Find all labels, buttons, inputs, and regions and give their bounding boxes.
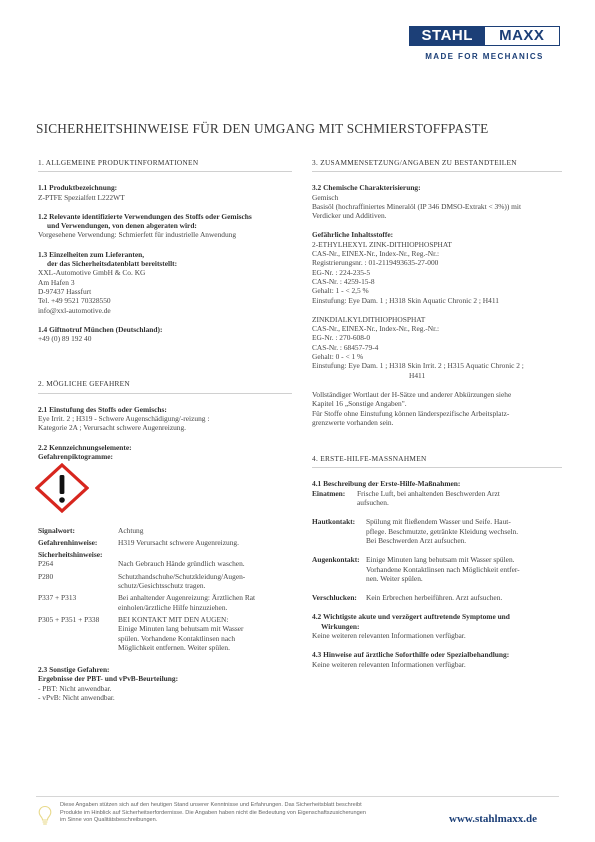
hazardous-ingredients-heading: Gefährliche Inhaltsstoffe: bbox=[312, 230, 394, 240]
footer-line: Diese Angaben stützen sich auf den heutigen Stand unserer Kenntnisse und Erfahrungen. Das Sicherheitsblatt beschreibt bbox=[60, 802, 362, 808]
first-aid-label: Augenkontakt: bbox=[312, 555, 360, 565]
right-column bbox=[312, 158, 562, 679]
pbt-heading: Ergebnisse der PBT- und vPvB-Beurteilung: bbox=[38, 674, 179, 684]
footer-line: Produkte im Hinblick auf Sicherheitserfordernisse. Die Angaben haben nicht die Bedeutung von Eigenschaftszusicherungen bbox=[60, 809, 366, 816]
logo-tagline: MADE FOR MECHANICS bbox=[425, 52, 544, 61]
first-aid-line: Bei Beschwerden Arzt aufsuchen. bbox=[366, 535, 467, 545]
section-1-1 bbox=[38, 183, 292, 202]
supplier-line: Am Hafen 3 bbox=[38, 277, 75, 287]
note-line: Für Stoffe ohne Einstufung können länderspezifische Arbeitsplatz- bbox=[312, 408, 510, 418]
first-aid-row bbox=[312, 489, 562, 508]
precaution-text bbox=[118, 559, 292, 568]
signal-word-row bbox=[38, 526, 292, 535]
section-4-2-heading: 4.2 Wichtigste akute und verzögert auftretende Symptome und bbox=[312, 612, 510, 622]
logo-wordmark bbox=[409, 26, 560, 46]
hazard-statement-row bbox=[38, 538, 292, 547]
first-aid-text bbox=[366, 517, 562, 545]
precaution-line: Bei anhaltender Augenreizung: Ärztlichen Rat bbox=[118, 593, 256, 603]
section-1-2 bbox=[38, 212, 292, 240]
precaution-code: P305 + P351 + P338 bbox=[38, 614, 100, 624]
ingredient-line: 2-ETHYLHEXYL ZINK-DITHIOPHOSPHAT bbox=[312, 239, 452, 249]
website-link[interactable]: www.stahlmaxx.de bbox=[449, 813, 538, 825]
section-4-title: 4. ERSTE-HILFE-MASSNAHMEN bbox=[312, 454, 562, 468]
supplier-email: info@xxl-automotive.de bbox=[38, 305, 111, 315]
first-aid-line: Spülung mit fließendem Wasser und Seife. Haut- bbox=[366, 517, 511, 527]
first-aid-line: Kein Erbrechen herbeiführen. Arzt aufsuchen. bbox=[366, 593, 503, 603]
left-column bbox=[38, 158, 292, 702]
section-1-4-heading: 1.4 Giftnotruf München (Deutschland): bbox=[38, 324, 163, 334]
hazard-statement-value: H319 Verursacht schwere Augenreizung. bbox=[118, 537, 239, 547]
first-aid-line: Vorhandene Kontaktlinsen nach Möglichkeit entfer- bbox=[366, 564, 520, 574]
precaution-row bbox=[38, 615, 292, 652]
pbt-line: - PBT: Nicht anwendbar. bbox=[38, 683, 112, 693]
first-aid-label: Hautkontakt: bbox=[312, 517, 356, 527]
section-1-3-heading: 1.3 Einzelheiten zum Lieferanten, bbox=[38, 249, 145, 259]
first-aid-line: Frische Luft, bei anhaltenden Beschwerden Arzt bbox=[357, 488, 500, 498]
hazard-statement-label: Gefahrenhinweise: bbox=[38, 537, 98, 547]
composition-line: Basisöl (hochraffiniertes Mineralöl (IP 346 DMSO-Extrakt < 3%)) mit bbox=[312, 201, 522, 211]
vpvb-line: - vPvB: Nicht anwendbar. bbox=[38, 692, 115, 702]
precaution-line: Einige Minuten lang behutsam mit Wasser bbox=[118, 624, 244, 634]
ingredient-line: CAS-Nr., EINEX-Nr., Index-Nr., Reg.-Nr.: bbox=[312, 324, 440, 334]
document-title: SICHERHEITSHINWEISE FÜR DEN UMGANG MIT SCHMIERSTOFFPASTE bbox=[36, 121, 489, 136]
ingredient-line: CAS-Nr. : 4259-15-8 bbox=[312, 276, 375, 286]
supplier-line: XXL-Automotive GmbH & Co. KG bbox=[38, 268, 146, 278]
section-3-2-heading: 3.2 Chemische Charakterisierung: bbox=[312, 183, 421, 193]
section-4-3 bbox=[312, 650, 562, 669]
section-2-1-heading: 2.1 Einstufung des Stoffs oder Gemischs: bbox=[38, 404, 167, 414]
first-aid-label: Verschlucken: bbox=[312, 593, 357, 603]
section-3-title: 3. ZUSAMMENSETZUNG/ANGABEN ZU BESTANDTEILEN bbox=[312, 158, 562, 172]
symptoms-text: Keine weiteren relevanten Informationen verfügbar. bbox=[312, 630, 466, 640]
signal-word-value: Achtung bbox=[118, 525, 144, 535]
precaution-code: P280 bbox=[38, 571, 54, 581]
section-3-2 bbox=[312, 183, 562, 220]
pictogram-label: Gefahrenpiktogramme: bbox=[38, 451, 113, 461]
section-4-2 bbox=[312, 612, 562, 640]
precaution-line: spülen. Vorhandene Kontaktlinsen nach bbox=[118, 633, 236, 643]
first-aid-text bbox=[366, 555, 562, 583]
precaution-line: Schutzhandschuhe/Schutzkleidung/Augen- bbox=[118, 571, 246, 581]
ingredient-line: EG-Nr. : 270-608-0 bbox=[312, 333, 371, 343]
first-aid-label: Einatmen: bbox=[312, 488, 346, 498]
section-2-1 bbox=[38, 405, 292, 433]
footer-disclaimer bbox=[60, 802, 390, 825]
ingredient-line: Einstufung: Eye Dam. 1 ; H318 Skin Irrit. 2 ; H315 Aquatic Chronic 2 ; bbox=[312, 361, 524, 371]
section-1-3-heading-cont: der das Sicherheitsdatenblatt bereitstellt: bbox=[47, 259, 178, 269]
first-aid-row bbox=[312, 593, 562, 602]
precaution-text bbox=[118, 615, 292, 652]
note-line: Vollständiger Wortlaut der H-Sätze und anderer Abkürzungen siehe bbox=[312, 389, 512, 399]
section-1-2-heading: 1.2 Relevante identifizierte Verwendungen des Stoffs oder Gemischs bbox=[38, 211, 252, 221]
precaution-code: P337 + P313 bbox=[38, 593, 77, 603]
precautionary-heading: Sicherheitshinweise: bbox=[38, 550, 103, 560]
first-aid-text bbox=[366, 593, 562, 602]
section-2-2-heading: 2.2 Kennzeichnungselemente: bbox=[38, 442, 132, 452]
page-footer bbox=[0, 796, 595, 842]
section-1-4 bbox=[38, 325, 292, 344]
footer-divider bbox=[36, 796, 559, 797]
section-1-3 bbox=[38, 250, 292, 315]
ingredient-line: CAS-Nr., EINEX-Nr., Index-Nr., Reg.-Nr.: bbox=[312, 249, 440, 259]
first-aid-row bbox=[312, 517, 562, 545]
ingredient-line: Einstufung: Eye Dam. 1 ; H318 Skin Aquatic Chronic 2 ; H411 bbox=[312, 295, 499, 305]
precaution-line: schutz/Gesichtsschutz tragen. bbox=[118, 581, 206, 591]
brand-logo bbox=[409, 26, 560, 61]
section-1-1-heading: 1.1 Produktbezeichnung: bbox=[38, 183, 118, 193]
section-4-1-heading: 4.1 Beschreibung der Erste-Hilfe-Maßnahmen: bbox=[312, 479, 461, 489]
precaution-line: Möglichkeit entfernen. Weiter spülen. bbox=[118, 642, 230, 652]
precaution-text bbox=[118, 572, 292, 591]
section-3-notes bbox=[312, 390, 562, 427]
note-line: Kapitel 16 „Sonstige Angaben". bbox=[312, 399, 407, 409]
first-aid-text bbox=[357, 489, 562, 508]
section-4-3-heading: 4.3 Hinweise auf ärztliche Soforthilfe oder Spezialbehandlung: bbox=[312, 650, 510, 660]
section-2-2 bbox=[38, 443, 292, 652]
supplier-phone: Tel. +49 9521 70328550 bbox=[38, 296, 111, 306]
signal-word-label: Signalwort: bbox=[38, 525, 75, 535]
exclamation-mark-hazard-icon bbox=[35, 463, 89, 513]
hazardous-ingredients bbox=[312, 230, 562, 304]
supplier-line: D-97437 Hassfurt bbox=[38, 286, 92, 296]
precaution-line: Nach Gebrauch Hände gründlich waschen. bbox=[118, 559, 245, 569]
composition-line: Gemisch bbox=[312, 192, 339, 202]
first-aid-line: Einige Minuten lang behutsam mit Wasser spülen. bbox=[366, 555, 515, 565]
composition-line: Verdicker und Additiven. bbox=[312, 211, 387, 221]
section-2-3-heading: 2.3 Sonstige Gefahren: bbox=[38, 665, 110, 675]
poison-hotline: +49 (0) 89 192 40 bbox=[38, 334, 92, 344]
footer-line: im Sinne von Qualitätsbeschreibungen. bbox=[60, 817, 158, 823]
section-2-title: 2. MÖGLICHE GEFAHREN bbox=[38, 379, 292, 393]
precaution-code: P264 bbox=[38, 559, 54, 569]
logo-right-text: MAXX bbox=[485, 27, 560, 45]
first-aid-line: aufsuchen. bbox=[357, 498, 389, 508]
note-line: grenzwerte vorhanden sein. bbox=[312, 417, 394, 427]
first-aid-line: nen. Weiter spülen. bbox=[366, 573, 423, 583]
product-name: Z-PTFE Spezialfett L222WT bbox=[38, 192, 125, 202]
ingredient-line: CAS-Nr. : 68457-79-4 bbox=[312, 342, 379, 352]
precaution-text bbox=[118, 593, 292, 612]
ingredient-line: H411 bbox=[409, 370, 426, 380]
section-4-2-heading-cont: Wirkungen: bbox=[321, 621, 360, 631]
ingredient-2 bbox=[312, 315, 562, 380]
precaution-row bbox=[38, 572, 292, 591]
classification-line: Eye Irrit. 2 ; H319 - Schwere Augenschädigung/-reizung : bbox=[38, 414, 210, 424]
first-aid-row bbox=[312, 555, 562, 583]
precaution-line: einholen/ärztliche Hilfe hinzuziehen. bbox=[118, 602, 228, 612]
intended-use: Vorgesehene Verwendung: Schmierfett für industrielle Anwendung bbox=[38, 230, 237, 240]
first-aid-line: pflege. Beschmutzte, getränkte Kleidung wechseln. bbox=[366, 526, 519, 536]
ingredient-line: EG-Nr. : 224-235-5 bbox=[312, 267, 371, 277]
ingredient-line: Gehalt: 1 - < 2,5 % bbox=[312, 286, 369, 296]
logo-left-text: STAHL bbox=[410, 27, 485, 45]
ingredient-line: ZINKDIALKYLDITHIOPHOSPHAT bbox=[312, 314, 426, 324]
section-1-2-heading-cont: und Verwendungen, von denen abgeraten wird: bbox=[47, 221, 197, 231]
classification-line: Kategorie 2A ; Verursacht schwere Augenreizung. bbox=[38, 423, 187, 433]
precaution-row bbox=[38, 593, 292, 612]
ingredient-line: Gehalt: 0 - < 1 % bbox=[312, 352, 364, 362]
ingredient-line: Registrierungsnr. : 01-2119493635-27-000 bbox=[312, 258, 439, 268]
medical-advice-text: Keine weiteren relevanten Informationen verfügbar. bbox=[312, 659, 466, 669]
precaution-row bbox=[38, 559, 292, 568]
section-1-title: 1. ALLGEMEINE PRODUKTINFORMATIONEN bbox=[38, 158, 292, 172]
lightbulb-icon bbox=[38, 805, 52, 827]
precaution-line: BEI KONTAKT MIT DEN AUGEN: bbox=[118, 614, 229, 624]
section-2-3 bbox=[38, 665, 292, 702]
